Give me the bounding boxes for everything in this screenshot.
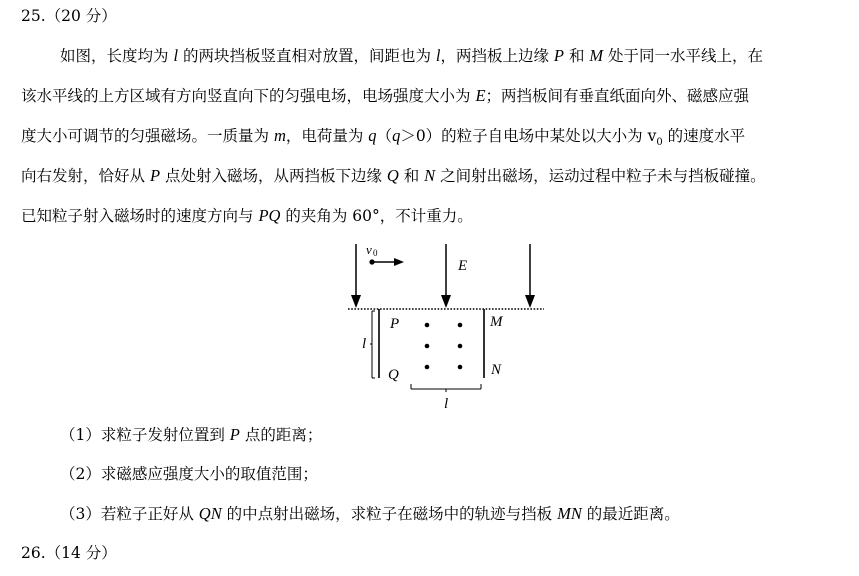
q25-paragraph-line-2: 该水平线的上方区域有方向竖直向下的匀强电场，电场强度大小为 E；两挡板间有垂直纸面向外、磁感应强 bbox=[21, 86, 750, 105]
bottom-length-brace bbox=[411, 384, 481, 392]
label-E: E bbox=[458, 258, 468, 274]
q25-subquestion-2: （2）求磁感应强度大小的取值范围； bbox=[60, 465, 318, 483]
label-N: N bbox=[491, 362, 502, 378]
q25-header: 25.（20 分） bbox=[21, 7, 117, 25]
label-v0-subscript: 0 bbox=[373, 248, 378, 258]
label-Q: Q bbox=[388, 367, 399, 383]
q25-subquestion-1: （1）求粒子发射位置到 P 点的距离； bbox=[60, 425, 323, 444]
q25-paragraph-line-1: 如图，长度均为 l 的两块挡板竖直相对放置，间距也为 l，两挡板上边缘 P 和 M 处于同一水平线上，在 bbox=[60, 46, 764, 65]
velocity-arrow bbox=[373, 258, 404, 266]
label-P: P bbox=[390, 316, 400, 332]
q25-subquestion-3: （3）若粒子正好从 QN 的中点射出磁场，求粒子在磁场中的轨迹与挡板 MN 的最近距离。 bbox=[60, 504, 680, 523]
q25-paragraph-line-3: 度大小可调节的匀强磁场。一质量为 m，电荷量为 q（q＞0）的粒子自电场中某处以大小为 $v_0$ 的速度水平 bbox=[21, 126, 746, 149]
e-field-arrows bbox=[351, 244, 535, 308]
left-length-bracket bbox=[370, 311, 375, 378]
q26-header: 26.（14 分） bbox=[21, 544, 117, 562]
q25-paragraph-line-5: 已知粒子射入磁场时的速度方向与 PQ 的夹角为 60°，不计重力。 bbox=[21, 206, 473, 225]
label-v0: v bbox=[366, 242, 372, 257]
label-M: M bbox=[490, 314, 503, 330]
label-l-left: l bbox=[362, 336, 367, 352]
label-l-bottom: l bbox=[444, 396, 449, 412]
q25-paragraph-line-4: 向右发射，恰好从 P 点处射入磁场，从两挡板下边缘 Q 和 N 之间射出磁场，运动过程中粒子未与挡板碰撞。 bbox=[21, 166, 766, 185]
physics-figure bbox=[340, 238, 560, 416]
magnetic-field-dots bbox=[425, 323, 463, 370]
